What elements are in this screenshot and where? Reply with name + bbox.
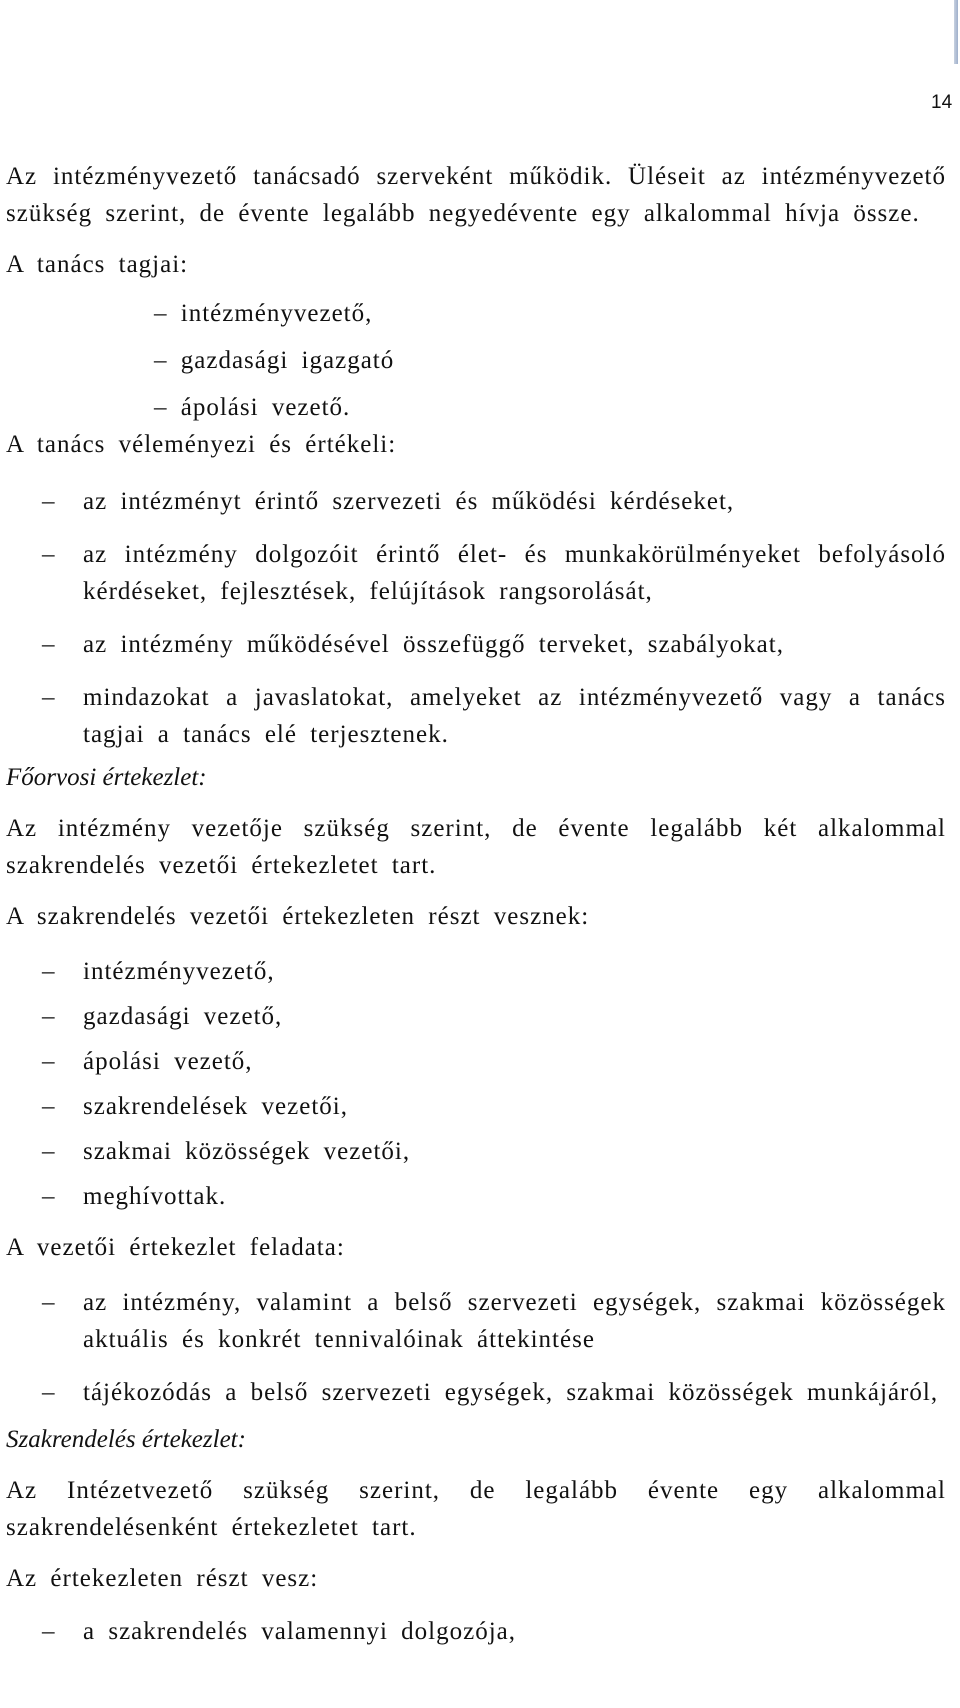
page-edge-marker: [954, 0, 958, 64]
participant-text: intézményvezető,: [83, 958, 275, 985]
participant-item: [6, 1133, 946, 1170]
document-body: [6, 158, 946, 1650]
intro-paragraph: Az intézményvezető tanácsadó szerveként működik. Üléseit az intézményvezető szükség szerint, de évente legalább negyedévente egy alkalommal hívja össze.: [6, 163, 946, 227]
participant-text: meghívottak.: [83, 1183, 227, 1210]
task-heading: A vezetői értekezlet feladata:: [6, 1234, 345, 1261]
attend-text: a szakrendelés valamennyi dolgozója,: [83, 1618, 517, 1645]
fooorvosi-heading: Főorvosi értekezlet:: [6, 764, 207, 791]
participant-text: szakrendelések vezetői,: [83, 1093, 348, 1120]
page-number: 14: [931, 92, 953, 113]
participant-text: gazdasági vezető,: [83, 1003, 283, 1030]
opinion-list-item: [6, 536, 946, 610]
participant-item: [6, 1178, 946, 1215]
opinion-list-item: [6, 483, 946, 520]
opinion-item-text: az intézmény dolgozóit érintő élet- és munkakörülményeket befolyásoló kérdéseket, fejlesztések, felújítások rangsorolását,: [83, 541, 946, 605]
dash-bullet: –: [42, 541, 56, 568]
opinion-item-text: az intézmény működésével összefüggő terveket, szabályokat,: [83, 631, 784, 658]
dash-bullet: –: [42, 1003, 56, 1030]
task-item: [6, 1374, 946, 1411]
member-item: – ápolási vezető.: [154, 394, 351, 421]
opinion-list-item: [6, 679, 946, 753]
szakrendeles-paragraph: Az Intézetvezető szükség szerint, de legalább évente egy alkalommal szakrendelésenként értekezletet tart.: [6, 1477, 946, 1541]
fooorvosi-paragraph: Az intézmény vezetője szükség szerint, de évente legalább két alkalommal szakrendelés vezetői értekezletet tart.: [6, 815, 946, 879]
szakrendeles-heading: Szakrendelés értekezlet:: [6, 1426, 246, 1453]
participant-item: [6, 998, 946, 1035]
dash-bullet: –: [42, 488, 56, 515]
participant-text: szakmai közösségek vezetői,: [83, 1138, 411, 1165]
opinion-list-item: [6, 626, 946, 663]
task-item: [6, 1284, 946, 1358]
task-text: tájékozódás a belső szervezeti egységek, szakmai közösségek munkájáról,: [83, 1379, 939, 1406]
participants-heading: A szakrendelés vezetői értekezleten részt vesznek:: [6, 903, 590, 930]
opinion-item-text: az intézményt érintő szervezeti és működési kérdéseket,: [83, 488, 735, 515]
participant-text: ápolási vezető,: [83, 1048, 253, 1075]
dash-bullet: –: [42, 1618, 56, 1645]
member-item: – intézményvezető,: [154, 300, 373, 327]
attend-heading: Az értekezleten részt vesz:: [6, 1565, 319, 1592]
dash-bullet: –: [42, 1048, 56, 1075]
participant-item: [6, 953, 946, 990]
opinion-heading: A tanács véleményezi és értékeli:: [6, 431, 397, 458]
member-item: – gazdasági igazgató: [154, 347, 395, 374]
dash-bullet: –: [42, 1138, 56, 1165]
dash-bullet: –: [42, 684, 56, 711]
dash-bullet: –: [42, 958, 56, 985]
participant-item: [6, 1043, 946, 1080]
dash-bullet: –: [42, 1093, 56, 1120]
dash-bullet: –: [42, 631, 56, 658]
members-heading: A tanács tagjai:: [6, 251, 189, 278]
dash-bullet: –: [42, 1379, 56, 1406]
attend-item: [6, 1613, 946, 1650]
task-text: az intézmény, valamint a belső szervezeti egységek, szakmai közösségek aktuális és konkrét tennivalóinak áttekintése: [83, 1289, 946, 1353]
participant-item: [6, 1088, 946, 1125]
dash-bullet: –: [42, 1289, 56, 1316]
dash-bullet: –: [42, 1183, 56, 1210]
opinion-item-text: mindazokat a javaslatokat, amelyeket az intézményvezető vagy a tanács tagjai a tanács elé terjesztenek.: [83, 684, 946, 748]
